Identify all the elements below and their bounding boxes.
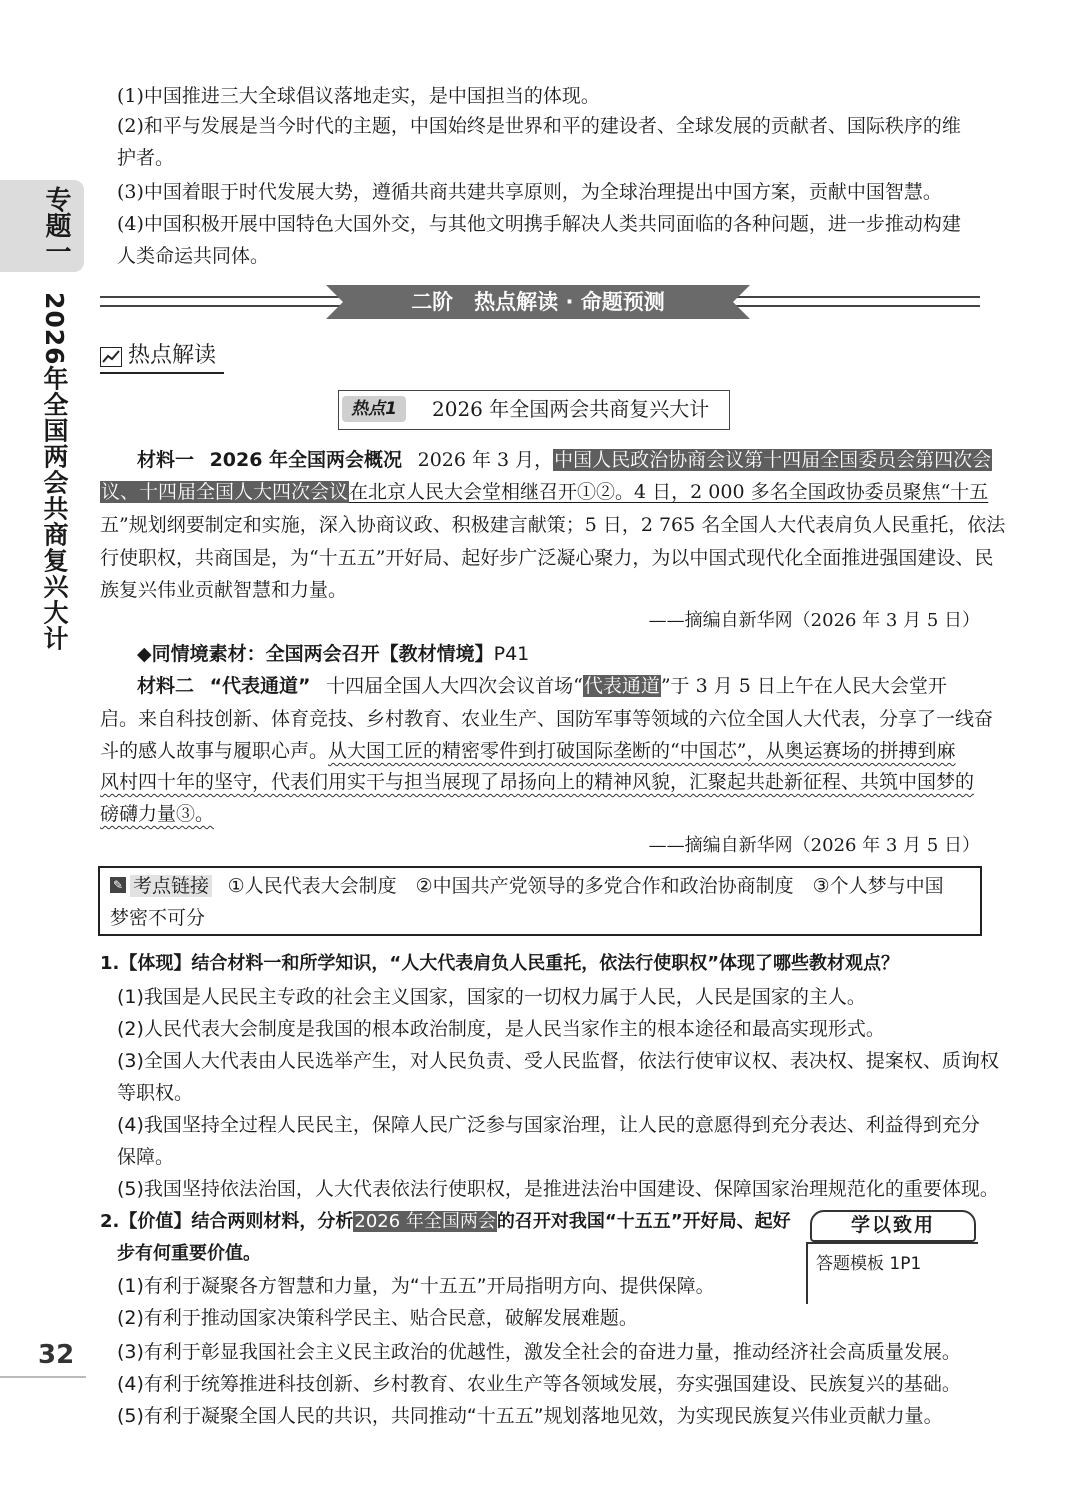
intro-answer-3: (3)中国着眼于时代发展大势，遵循共商共建共享原则，为全球治理提出中国方案，贡献中国智慧。: [117, 181, 942, 203]
trend-chart-icon: [100, 347, 122, 371]
hotspot-title: 2026 年全国两会共商复兴大计: [432, 397, 710, 421]
material2-line3: [100, 739, 955, 763]
material1-source: ——摘编自新华网（2026 年 3 月 5 日）: [648, 610, 980, 631]
same-context-page: P41: [493, 643, 530, 665]
intro-answer-2b: 护者。: [117, 147, 175, 169]
intro-answer-1: (1)中国推进三大全球倡议落地走实，是中国担当的体现。: [117, 85, 600, 107]
link-box-text1: ①人民代表大会制度 ②中国共产党领导的多党合作和政治协商制度 ③个人梦与中国: [227, 875, 944, 897]
same-context: [137, 642, 529, 666]
page-number-bar: [0, 1376, 86, 1378]
question-2: [100, 1210, 791, 1234]
q1-answer-1: (1)我国是人民民主专政的社会主义国家，国家的一切权力属于人民，人民是国家的主人。: [117, 986, 866, 1008]
apply-box-rule: [806, 1242, 978, 1244]
q2-answer-1: (1)有利于凝聚各方智慧和力量，为“十五五”开局指明方向、提供保障。: [117, 1275, 715, 1297]
pencil-icon: ✎: [110, 877, 126, 893]
material2-label: 材料二: [137, 675, 195, 697]
material1-date: 2026 年 3 月，: [417, 449, 554, 471]
material1-highlight-2: 议、十四届全国人大四次会议: [101, 481, 349, 503]
apply-box-template: 答题模板 1P1: [816, 1254, 922, 1274]
question-2-highlight: 2026 年全国两会: [354, 1211, 496, 1232]
q1-answer-4b: 保障。: [117, 1146, 175, 1168]
side-tab-title: 2026年全国两会共商复兴大计: [40, 292, 69, 652]
material2-line1: [137, 674, 947, 698]
q2-answer-4: (4)有利于统筹推进科技创新、乡村教育、农业生产等各领域发展，夯实强国建设、民族复兴的基础。: [117, 1373, 961, 1395]
same-context-text: ◆同情境素材：全国两会召开【教材情境】: [137, 643, 494, 665]
link-box-label: 考点链接: [130, 875, 212, 897]
material1-line2: [100, 480, 988, 504]
intro-answer-4: (4)中国积极开展中国特色大国外交，与其他文明携手解决人类共同面临的各种问题，进一步推动构建: [117, 213, 961, 235]
material1-line3: 五”规划纲要制定和实施，深入协商议政、积极建言献策；5 日，2 765 名全国人大代表肩负人民重托，依法: [100, 514, 1006, 536]
material2-post: ”于 3 月 5 日上午在人民大会堂开: [660, 675, 947, 697]
material2-source: ——摘编自新华网（2026 年 3 月 5 日）: [648, 835, 980, 856]
question-2-tag: 【价值】: [119, 1211, 192, 1232]
material2-line3a: 斗的感人故事与履职心声。: [100, 740, 329, 762]
question-2-line2: 步有何重要价值。: [117, 1243, 261, 1264]
q1-answer-2: (2)人民代表大会制度是我国的根本政治制度，是人民当家作主的根本途径和最高实现形式。: [117, 1018, 885, 1040]
q1-answer-3b: 等职权。: [117, 1082, 194, 1104]
q2-answer-2: (2)有利于推动国家决策科学民主、贴合民意，破解发展难题。: [117, 1307, 638, 1329]
question-1-tag: 【体现】: [119, 953, 192, 974]
side-tab-topic: 专题一: [41, 186, 71, 264]
question-2-pre: 结合两则材料，分析: [191, 1211, 354, 1232]
material1-line5: 族复兴伟业贡献智慧和力量。: [100, 579, 348, 601]
link-box-line2: 梦密不可分: [110, 907, 206, 929]
intro-answer-2: (2)和平与发展是当今时代的主题，中国始终是世界和平的建设者、全球发展的贡献者、国际秩序的维: [117, 115, 961, 137]
q1-answer-5: (5)我国坚持依法治国，人大代表依法行使职权，是推进法治中国建设、保障国家治理规范化的重要体现。: [117, 1178, 999, 1200]
material2-line4: 风村四十年的坚守，代表们用实干与担当展现了昂扬向上的精神风貌，汇聚起共赴新征程、共筑中国梦的: [100, 771, 975, 793]
apply-box-title: 学以致用: [850, 1214, 935, 1236]
material2-subtitle: “代表通道”: [209, 675, 311, 697]
material2-pre: 十四届全国人大四次会议首场“: [326, 675, 583, 697]
material2-highlight: 代表通道: [583, 675, 660, 697]
question-1: [100, 952, 899, 976]
question-1-num: 1.: [100, 953, 120, 974]
question-2-num: 2.: [100, 1211, 120, 1232]
material2-line5: 磅礴力量③。: [100, 803, 215, 825]
material2-line3b: 从大国工匠的精密零件到打破国际垄断的“中国芯”，从奥运赛场的拼搏到麻: [328, 740, 956, 762]
apply-box-side: [806, 1242, 808, 1304]
question-1-text: 结合材料一和所学知识，“人大代表肩负人民重托，依法行使职权”体现了哪些教材观点？: [191, 953, 900, 974]
q2-answer-3: (3)有利于彰显我国社会主义民主政治的优越性，激发全社会的奋进力量，推动经济社会高质量发展。: [117, 1341, 961, 1363]
question-2-post: 的召开对我国“十五五”开好局、起好: [496, 1211, 791, 1232]
q1-answer-4: (4)我国坚持全过程人民民主，保障人民广泛参与国家治理，让人民的意愿得到充分表达、利益得到充分: [117, 1114, 980, 1136]
material1-line4: 行使职权，共商国是，为“十五五”开好局、起好步广泛凝心聚力，为以中国式现代化全面推进强国建设、民: [100, 547, 994, 569]
page-number: 32: [38, 1340, 75, 1370]
hotspot-badge: 热点1: [351, 399, 397, 419]
material2-line2: 启。来自科技创新、体育竞技、乡村教育、农业生产、国防军事等领域的六位全国人大代表，分享了一线奋: [100, 708, 994, 730]
section-title: 热点解读: [128, 343, 217, 368]
material1-line2-rest: 在北京人民大会堂相继召开①②。4 日，2 000 多名全国政协委员聚焦“十五: [349, 481, 989, 503]
material1-highlight-1: 中国人民政治协商会议第十四届全国委员会第四次会: [554, 449, 992, 471]
intro-answer-4b: 人类命运共同体。: [117, 245, 270, 267]
q1-answer-3: (3)全国人大代表由人民选举产生，对人民负责、受人民监督，依法行使审议权、表决权、提案权、质询权: [117, 1050, 999, 1072]
material1-label: 材料一: [137, 449, 195, 471]
q2-answer-5: (5)有利于凝聚全国人民的共识，共同推动“十五五”规划落地见效，为实现民族复兴伟业贡献力量。: [117, 1405, 943, 1427]
link-box-line1: [130, 874, 944, 898]
section-title-underline: [100, 372, 224, 374]
material1-line1: [137, 448, 992, 472]
stage-banner-text: 二阶 热点解读 · 命题预测: [411, 290, 665, 314]
material1-subtitle: 2026 年全国两会概况: [209, 449, 403, 471]
